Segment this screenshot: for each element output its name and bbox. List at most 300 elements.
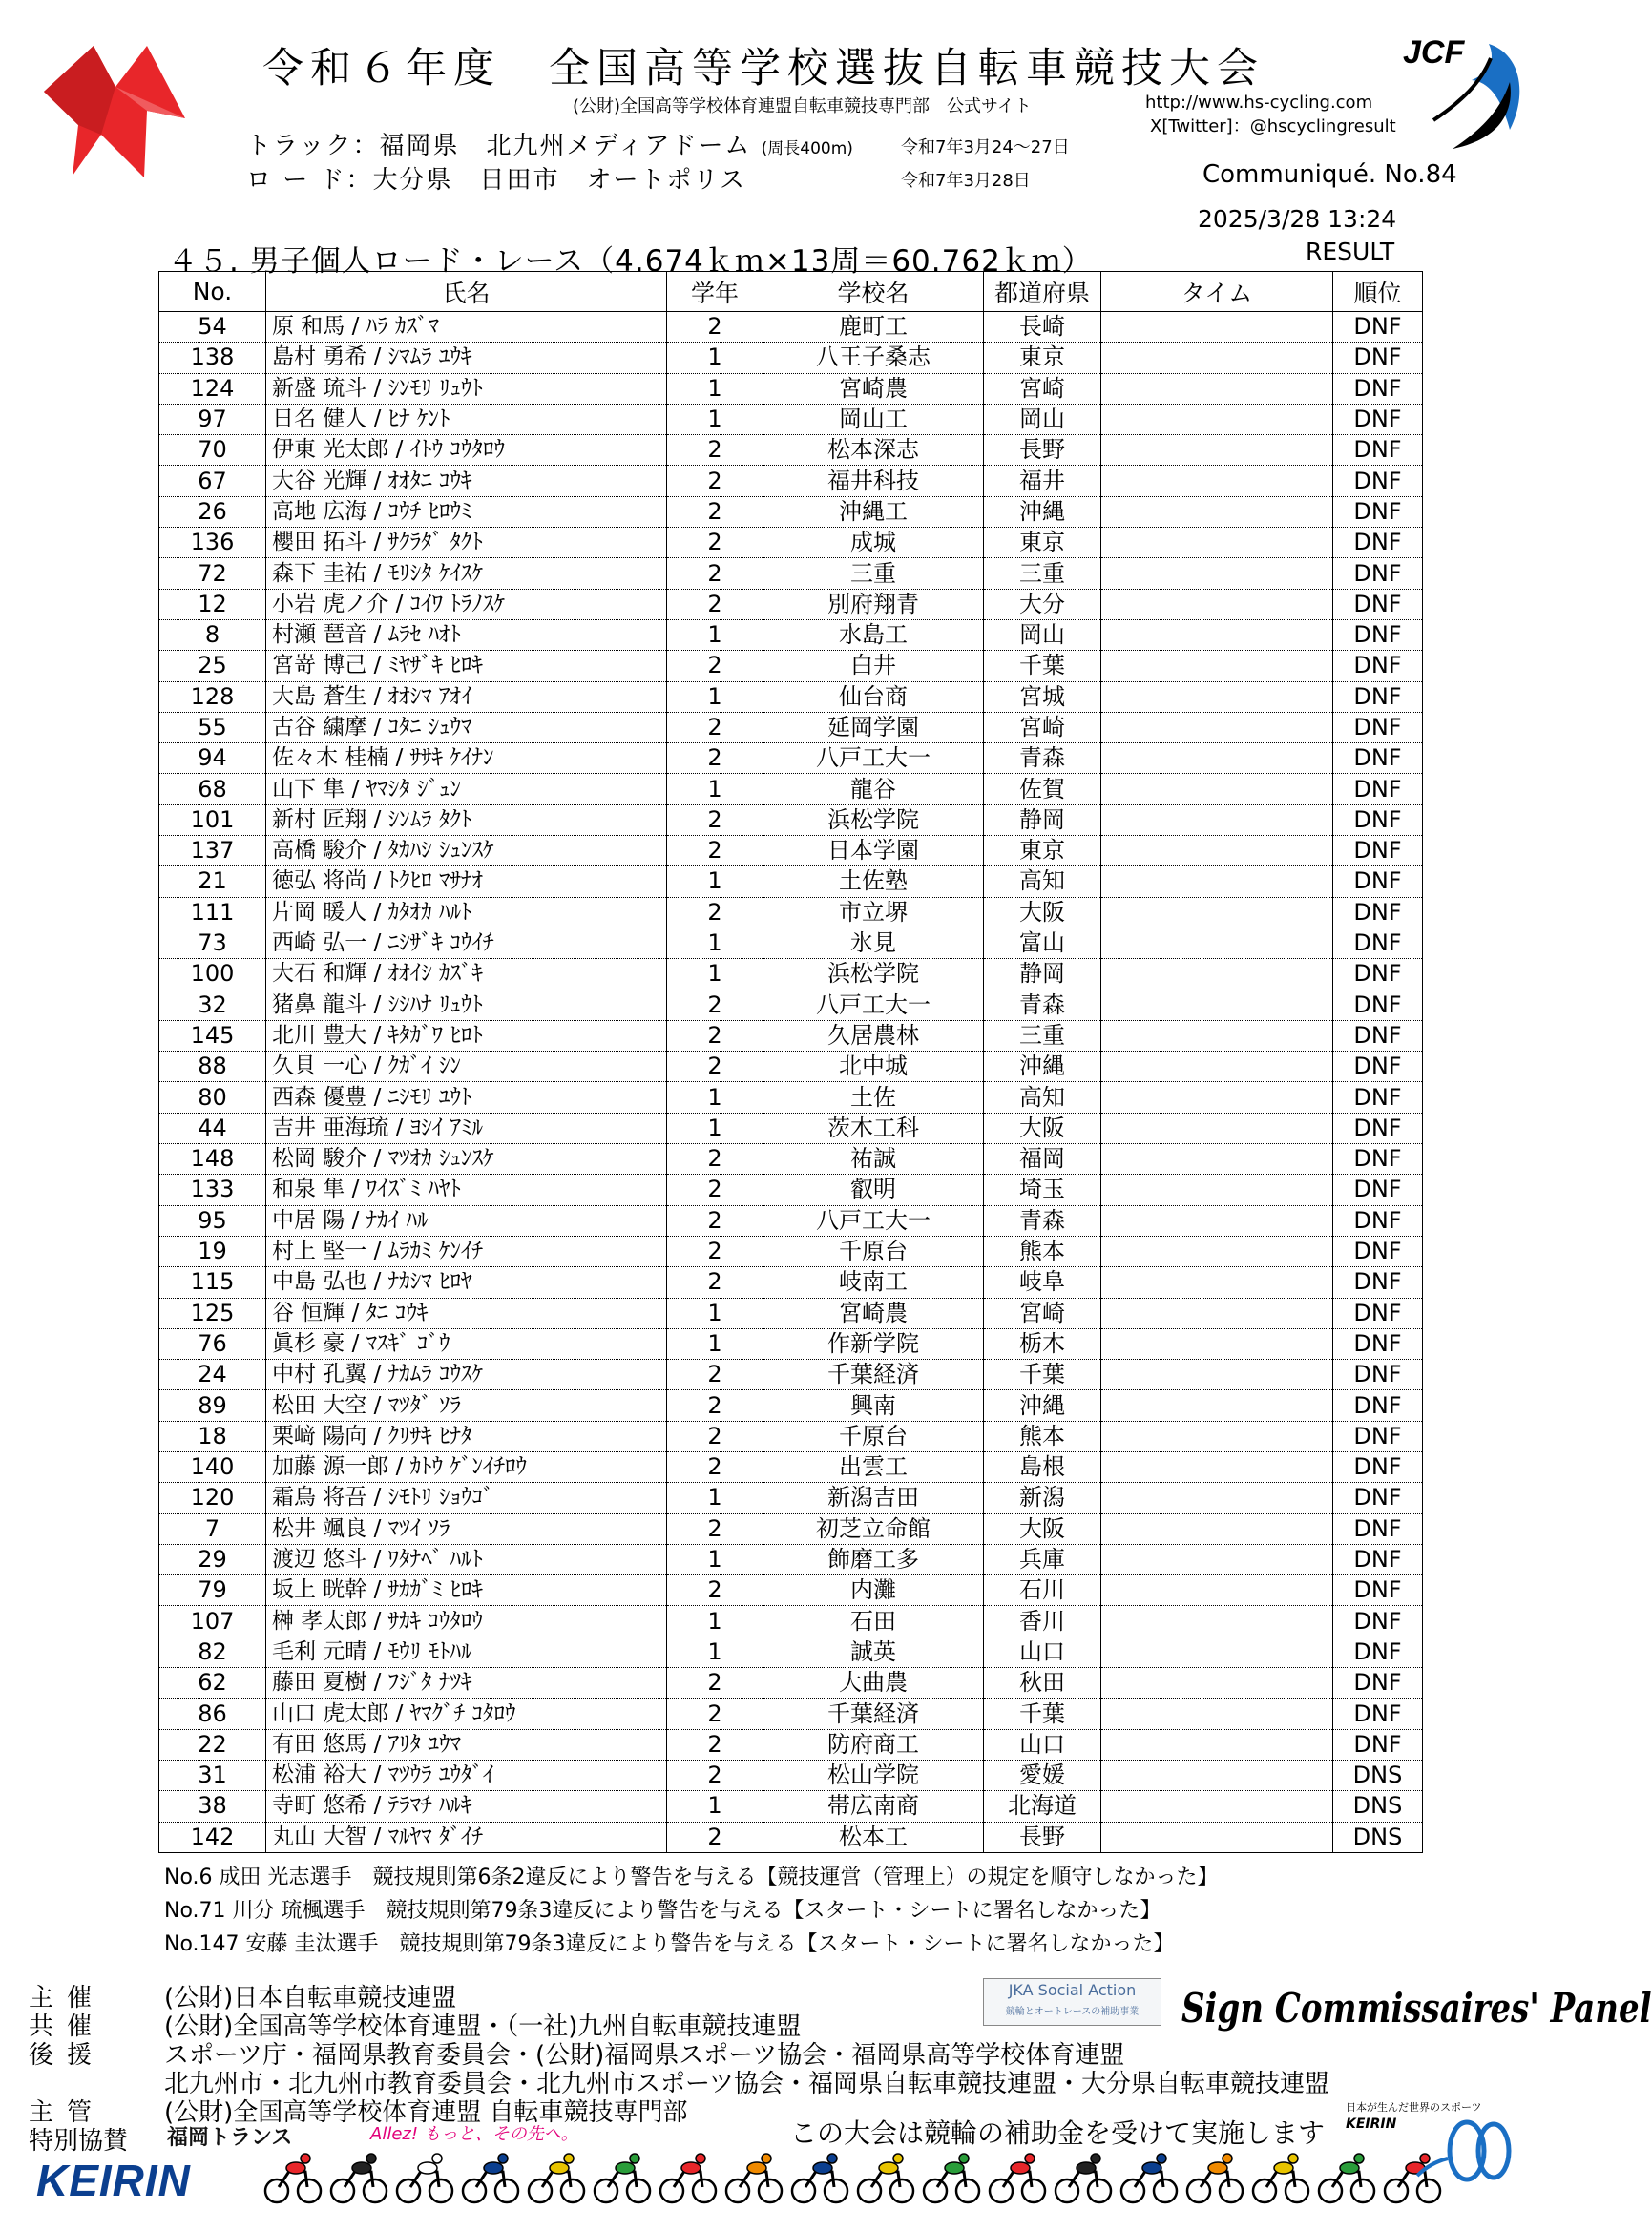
rider-name: 山口 虎太郎 / ﾔﾏｸﾞﾁ ｺﾀﾛｳ — [266, 1699, 667, 1729]
rider-name: 西森 優豊 / ﾆｼﾓﾘ ﾕｳﾄ — [266, 1082, 667, 1113]
rider-school: 出雲工 — [763, 1451, 984, 1482]
column-header-name: 氏名 — [266, 272, 667, 312]
rider-name: 中居 陽 / ﾅｶｲ ﾊﾙ — [266, 1205, 667, 1236]
rider-rank: DNF — [1333, 866, 1423, 897]
event-title: ４５. 男子個人ロード・レース（4.674ｋｍ×13周＝60.762ｋｍ） — [168, 244, 1093, 279]
column-header-time: タイム — [1101, 272, 1333, 312]
jka-social-action-logo — [983, 1978, 1161, 2026]
table-row — [159, 343, 1423, 373]
rider-number: 54 — [159, 312, 266, 343]
rider-school: 帯広南商 — [763, 1791, 984, 1822]
cyclist-icon — [1253, 2154, 1308, 2202]
rider-time — [1101, 928, 1333, 958]
rider-number: 38 — [159, 1791, 266, 1822]
subsidy-notice: この大会は競輪の補助金を受けて実施します — [790, 2117, 1326, 2149]
rider-prefecture: 愛媛 — [984, 1760, 1101, 1790]
rider-rank: DNF — [1333, 1729, 1423, 1760]
rider-number: 80 — [159, 1082, 266, 1113]
rider-number: 142 — [159, 1822, 266, 1852]
rider-number: 31 — [159, 1760, 266, 1790]
rider-school: 内灘 — [763, 1575, 984, 1606]
cyclist-icon — [1121, 2154, 1177, 2202]
rider-rank: DNF — [1333, 1360, 1423, 1390]
rider-time — [1101, 312, 1333, 343]
keirin-logo: KEIRIN — [36, 2156, 191, 2205]
rider-school: 北中城 — [763, 1052, 984, 1082]
rider-time — [1101, 866, 1333, 897]
rider-time — [1101, 651, 1333, 681]
credit-support-2: 北九州市・北九州市教育委員会・北九州市スポーツ協会・福岡県自転車競技連盟・大分県自転車競技連盟 — [164, 2070, 1329, 2098]
rider-grade: 2 — [667, 1729, 763, 1760]
rider-grade: 2 — [667, 1020, 763, 1051]
rider-rank: DNF — [1333, 1052, 1423, 1082]
rider-rank: DNF — [1333, 990, 1423, 1020]
rider-number: 125 — [159, 1298, 266, 1328]
rider-number: 76 — [159, 1328, 266, 1359]
rider-rank: DNF — [1333, 774, 1423, 804]
rider-name: 和泉 隼 / ﾜｲｽﾞﾐ ﾊﾔﾄ — [266, 1175, 667, 1205]
table-row — [159, 743, 1423, 774]
table-row — [159, 373, 1423, 404]
cyclist-icon — [463, 2154, 518, 2202]
table-row — [159, 619, 1423, 650]
table-row — [159, 681, 1423, 712]
rider-school: 千原台 — [763, 1236, 984, 1266]
rider-prefecture: 大阪 — [984, 1513, 1101, 1544]
rider-time — [1101, 1144, 1333, 1175]
rider-grade: 2 — [667, 1822, 763, 1852]
rider-time — [1101, 804, 1333, 835]
rider-grade: 2 — [667, 1205, 763, 1236]
credit-organizer: (公財)日本自転車競技連盟 — [164, 1984, 457, 2012]
rider-grade: 2 — [667, 589, 763, 619]
rider-time — [1101, 1020, 1333, 1051]
table-header-row — [159, 272, 1423, 312]
rider-time — [1101, 990, 1333, 1020]
rider-prefecture: 宮崎 — [984, 373, 1101, 404]
rider-number: 133 — [159, 1175, 266, 1205]
rider-prefecture: 静岡 — [984, 804, 1101, 835]
road-date: 令和7年3月28日 — [901, 171, 1031, 191]
credit-label-cohost: 共催 — [29, 2012, 106, 2041]
rider-name: 眞杉 豪 / ﾏｽｷﾞ ｺﾞｳ — [266, 1328, 667, 1359]
table-row — [159, 558, 1423, 589]
credit-label-management: 主管 — [29, 2098, 106, 2127]
rider-grade: 1 — [667, 1791, 763, 1822]
rider-grade: 2 — [667, 1575, 763, 1606]
rider-time — [1101, 1205, 1333, 1236]
rider-grade: 2 — [667, 1267, 763, 1298]
rider-time — [1101, 1575, 1333, 1606]
table-row — [159, 804, 1423, 835]
rider-school: 八王子桑志 — [763, 343, 984, 373]
rider-school: 作新学院 — [763, 1328, 984, 1359]
rider-prefecture: 高知 — [984, 866, 1101, 897]
fukuoka-trans-logo: 福岡トランス — [167, 2126, 293, 2150]
rider-name: 日名 健人 / ﾋﾅ ｹﾝﾄ — [266, 404, 667, 434]
rider-prefecture: 岐阜 — [984, 1267, 1101, 1298]
rider-prefecture: 沖縄 — [984, 1390, 1101, 1421]
rider-time — [1101, 712, 1333, 742]
rider-name: 櫻田 拓斗 / ｻｸﾗﾀﾞ ﾀｸﾄ — [266, 528, 667, 558]
rider-name: 榊 孝太郎 / ｻｶｷ ｺｳﾀﾛｳ — [266, 1606, 667, 1637]
rider-prefecture: 東京 — [984, 528, 1101, 558]
table-row — [159, 651, 1423, 681]
table-row — [159, 1791, 1423, 1822]
rider-time — [1101, 343, 1333, 373]
rider-number: 124 — [159, 373, 266, 404]
rider-school: 千葉経済 — [763, 1699, 984, 1729]
rider-time — [1101, 1699, 1333, 1729]
rider-prefecture: 千葉 — [984, 1360, 1101, 1390]
credit-label-organizer: 主催 — [29, 1984, 106, 2012]
rider-grade: 2 — [667, 651, 763, 681]
rider-school: 宮崎農 — [763, 373, 984, 404]
warning-note: No.6 成田 光志選手 競技規則第6条2違反により警告を与える【競技運営（管理上）の規定を順守しなかった】 — [164, 1866, 1219, 1889]
table-row — [159, 1760, 1423, 1790]
jcf-logo — [1395, 25, 1538, 158]
twitter-handle[interactable]: X[Twitter]：@hscyclingresult — [1150, 116, 1396, 136]
rider-name: 小岩 虎ノ介 / ｺｲﾜ ﾄﾗﾉｽｹ — [266, 589, 667, 619]
rider-school: 延岡学園 — [763, 712, 984, 742]
rider-grade: 1 — [667, 1082, 763, 1113]
table-row — [159, 1082, 1423, 1113]
rider-prefecture: 新潟 — [984, 1483, 1101, 1513]
table-row — [159, 1267, 1423, 1298]
rider-rank: DNF — [1333, 743, 1423, 774]
rider-prefecture: 大分 — [984, 589, 1101, 619]
rider-school: 氷見 — [763, 928, 984, 958]
table-row — [159, 1328, 1423, 1359]
rider-school: 初芝立命館 — [763, 1513, 984, 1544]
rider-grade: 2 — [667, 1175, 763, 1205]
official-site-url[interactable]: http://www.hs-cycling.com — [1145, 93, 1373, 113]
rider-school: 浜松学院 — [763, 804, 984, 835]
rider-time — [1101, 435, 1333, 466]
rider-rank: DNF — [1333, 466, 1423, 496]
rider-grade: 2 — [667, 1668, 763, 1699]
rider-grade: 2 — [667, 1052, 763, 1082]
rider-school: 水島工 — [763, 619, 984, 650]
track-venue-label: トラック：福岡県 北九州メディアドーム — [246, 132, 752, 160]
rider-time — [1101, 743, 1333, 774]
table-row — [159, 1451, 1423, 1482]
road-venue: ロ ー ド：大分県 日田市 オートポリス — [246, 166, 747, 195]
rider-prefecture: 兵庫 — [984, 1544, 1101, 1574]
table-row — [159, 712, 1423, 742]
cyclist-icons — [256, 2149, 1401, 2206]
rider-name: 大石 和輝 / ｵｵｲｼ ｶｽﾞｷ — [266, 959, 667, 990]
result-label: RESULT — [1306, 238, 1395, 265]
rider-name: 中村 孔翼 / ﾅｶﾑﾗ ｺｳｽｹ — [266, 1360, 667, 1390]
rider-number: 137 — [159, 836, 266, 866]
table-row — [159, 1729, 1423, 1760]
rider-name: 村上 堅一 / ﾑﾗｶﾐ ｹﾝｲﾁ — [266, 1236, 667, 1266]
rider-number: 101 — [159, 804, 266, 835]
rider-name: 渡辺 悠斗 / ﾜﾀﾅﾍﾞ ﾊﾙﾄ — [266, 1544, 667, 1574]
column-header-school: 学校名 — [763, 272, 984, 312]
rider-grade: 2 — [667, 435, 763, 466]
rider-number: 100 — [159, 959, 266, 990]
rider-prefecture: 大阪 — [984, 897, 1101, 928]
rider-grade: 2 — [667, 897, 763, 928]
rider-time — [1101, 1822, 1333, 1852]
rider-grade: 2 — [667, 312, 763, 343]
rider-school: 千葉経済 — [763, 1360, 984, 1390]
rider-time — [1101, 1451, 1333, 1482]
rider-prefecture: 静岡 — [984, 959, 1101, 990]
rider-rank: DNF — [1333, 619, 1423, 650]
rider-rank: DNF — [1333, 712, 1423, 742]
rider-grade: 2 — [667, 743, 763, 774]
rider-prefecture: 山口 — [984, 1729, 1101, 1760]
table-row — [159, 990, 1423, 1020]
table-row — [159, 1637, 1423, 1667]
table-row — [159, 928, 1423, 958]
rider-prefecture: 三重 — [984, 558, 1101, 589]
column-header-grade: 学年 — [667, 272, 763, 312]
rider-grade: 2 — [667, 1760, 763, 1790]
rider-time — [1101, 1791, 1333, 1822]
table-row — [159, 1575, 1423, 1606]
rider-rank: DNF — [1333, 897, 1423, 928]
rider-prefecture: 岡山 — [984, 404, 1101, 434]
rider-number: 72 — [159, 558, 266, 589]
rider-school: 成城 — [763, 528, 984, 558]
table-row — [159, 1606, 1423, 1637]
rider-rank: DNF — [1333, 836, 1423, 866]
rider-school: 三重 — [763, 558, 984, 589]
rider-grade: 2 — [667, 1451, 763, 1482]
rider-grade: 1 — [667, 774, 763, 804]
track-note: (周長400m) — [761, 139, 853, 158]
rider-number: 89 — [159, 1390, 266, 1421]
rider-time — [1101, 1360, 1333, 1390]
rider-number: 8 — [159, 619, 266, 650]
rider-school: 興南 — [763, 1390, 984, 1421]
rider-time — [1101, 619, 1333, 650]
rider-grade: 2 — [667, 528, 763, 558]
rider-prefecture: 福岡 — [984, 1144, 1101, 1175]
rider-name: 丸山 大智 / ﾏﾙﾔﾏ ﾀﾞｲﾁ — [266, 1822, 667, 1852]
rider-number: 25 — [159, 651, 266, 681]
rider-rank: DNF — [1333, 1144, 1423, 1175]
org-subtitle: (公財)全国高等学校体育連盟自転車競技専門部 公式サイト — [573, 96, 1032, 116]
track-venue — [246, 126, 853, 161]
cyclist-icon — [660, 2154, 716, 2202]
rider-rank: DNF — [1333, 651, 1423, 681]
credit-support: スポーツ庁・福岡県教育委員会・(公財)福岡県スポーツ協会・福岡県高等学校体育連盟 — [164, 2041, 1125, 2070]
rider-school: 市立堺 — [763, 897, 984, 928]
rider-time — [1101, 404, 1333, 434]
rider-school: 松山学院 — [763, 1760, 984, 1790]
rider-rank: DNF — [1333, 928, 1423, 958]
rider-number: 148 — [159, 1144, 266, 1175]
rider-number: 107 — [159, 1606, 266, 1637]
rider-time — [1101, 1544, 1333, 1574]
rider-rank: DNF — [1333, 1205, 1423, 1236]
rider-time — [1101, 897, 1333, 928]
rider-rank: DNF — [1333, 1298, 1423, 1328]
table-row — [159, 466, 1423, 496]
rider-prefecture: 宮城 — [984, 681, 1101, 712]
rider-grade: 2 — [667, 990, 763, 1020]
rider-time — [1101, 1390, 1333, 1421]
rider-rank: DNF — [1333, 1082, 1423, 1113]
rider-time — [1101, 959, 1333, 990]
rider-prefecture: 青森 — [984, 743, 1101, 774]
commissaires-signature: Sign Commissaires' Panel — [1181, 1985, 1652, 2033]
rider-school: 誠英 — [763, 1637, 984, 1667]
table-row — [159, 897, 1423, 928]
rider-prefecture: 東京 — [984, 343, 1101, 373]
rider-prefecture: 沖縄 — [984, 496, 1101, 527]
rider-prefecture: 石川 — [984, 1575, 1101, 1606]
rider-number: 97 — [159, 404, 266, 434]
table-row — [159, 1052, 1423, 1082]
table-row — [159, 1668, 1423, 1699]
rider-name: 村瀬 琶音 / ﾑﾗｾ ﾊｵﾄ — [266, 619, 667, 650]
rider-number: 26 — [159, 496, 266, 527]
rider-grade: 1 — [667, 1328, 763, 1359]
table-row — [159, 1236, 1423, 1266]
table-row — [159, 836, 1423, 866]
rider-time — [1101, 1637, 1333, 1667]
table-row — [159, 959, 1423, 990]
keirin-tagline: 日本が生んだ世界のスポーツ — [1346, 2101, 1482, 2114]
rider-rank: DNF — [1333, 1699, 1423, 1729]
rider-number: 136 — [159, 528, 266, 558]
rider-school: 飾磨工多 — [763, 1544, 984, 1574]
rider-grade: 2 — [667, 1513, 763, 1544]
rider-number: 24 — [159, 1360, 266, 1390]
cyclist-icon — [397, 2154, 452, 2202]
rider-number: 94 — [159, 743, 266, 774]
rider-rank: DNF — [1333, 1113, 1423, 1143]
rider-rank: DNF — [1333, 435, 1423, 466]
rider-prefecture: 大阪 — [984, 1113, 1101, 1143]
rider-number: 140 — [159, 1451, 266, 1482]
rider-school: 土佐塾 — [763, 866, 984, 897]
rider-time — [1101, 558, 1333, 589]
rider-prefecture: 長野 — [984, 435, 1101, 466]
rider-school: 茨木工科 — [763, 1113, 984, 1143]
rider-number: 128 — [159, 681, 266, 712]
rider-time — [1101, 1606, 1333, 1637]
rider-time — [1101, 1175, 1333, 1205]
rider-time — [1101, 1236, 1333, 1266]
rider-number: 138 — [159, 343, 266, 373]
rider-name: 久貝 一心 / ｸｶﾞｲ ｼﾝ — [266, 1052, 667, 1082]
table-row — [159, 774, 1423, 804]
rider-grade: 1 — [667, 1298, 763, 1328]
table-row — [159, 1113, 1423, 1143]
rider-number: 86 — [159, 1699, 266, 1729]
rider-prefecture: 岡山 — [984, 619, 1101, 650]
table-row — [159, 528, 1423, 558]
rider-prefecture: 長野 — [984, 1822, 1101, 1852]
rider-prefecture: 長崎 — [984, 312, 1101, 343]
rider-school: 岐南工 — [763, 1267, 984, 1298]
rider-name: 原 和馬 / ﾊﾗ ｶｽﾞﾏ — [266, 312, 667, 343]
rider-prefecture: 北海道 — [984, 1791, 1101, 1822]
rider-name: 伊東 光太郎 / ｲﾄｳ ｺｳﾀﾛｳ — [266, 435, 667, 466]
rider-rank: DNF — [1333, 1020, 1423, 1051]
rider-prefecture: 栃木 — [984, 1328, 1101, 1359]
rider-rank: DNF — [1333, 343, 1423, 373]
rider-rank: DNF — [1333, 1236, 1423, 1266]
column-header-prefecture: 都道府県 — [984, 272, 1101, 312]
rider-name: 宮嵜 博己 / ﾐﾔｻﾞｷ ﾋﾛｷ — [266, 651, 667, 681]
rider-grade: 2 — [667, 804, 763, 835]
rider-prefecture: 山口 — [984, 1637, 1101, 1667]
rider-school: 沖縄工 — [763, 496, 984, 527]
cyclist-icon — [990, 2154, 1045, 2202]
rider-grade: 2 — [667, 836, 763, 866]
table-row — [159, 1390, 1423, 1421]
rider-rank: DNF — [1333, 1513, 1423, 1544]
rider-grade: 2 — [667, 1360, 763, 1390]
warning-note: No.71 川分 琉楓選手 競技規則第79条3違反により警告を与える【スタート・シートに署名しなかった】 — [164, 1899, 1161, 1923]
rider-number: 29 — [159, 1544, 266, 1574]
rider-school: 岡山工 — [763, 404, 984, 434]
rider-school: 日本学園 — [763, 836, 984, 866]
rider-prefecture: 三重 — [984, 1020, 1101, 1051]
warning-note: No.147 安藤 圭汰選手 競技規則第79条3違反により警告を与える【スタート・シートに署名しなかった】 — [164, 1932, 1175, 1956]
rider-prefecture: 東京 — [984, 836, 1101, 866]
rider-name: 徳弘 将尚 / ﾄｸﾋﾛ ﾏｻﾅｵ — [266, 866, 667, 897]
federation-logo — [34, 34, 197, 187]
rider-school: 叡明 — [763, 1175, 984, 1205]
rider-name: 松田 大空 / ﾏﾂﾀﾞ ｿﾗ — [266, 1390, 667, 1421]
rider-school: 浜松学院 — [763, 959, 984, 990]
cyclist-icon — [265, 2154, 321, 2202]
rider-name: 加藤 源一郎 / ｶﾄｳ ｹﾞﾝｲﾁﾛｳ — [266, 1451, 667, 1482]
rider-number: 95 — [159, 1205, 266, 1236]
rider-grade: 2 — [667, 1421, 763, 1451]
rider-rank: DNF — [1333, 1668, 1423, 1699]
rider-rank: DNF — [1333, 1544, 1423, 1574]
rider-number: 22 — [159, 1729, 266, 1760]
rider-prefecture: 富山 — [984, 928, 1101, 958]
table-row — [159, 1822, 1423, 1852]
rider-rank: DNF — [1333, 1175, 1423, 1205]
rider-grade: 1 — [667, 959, 763, 990]
rider-rank: DNF — [1333, 1421, 1423, 1451]
rider-rank: DNF — [1333, 1451, 1423, 1482]
rider-name: 有田 悠馬 / ｱﾘﾀ ﾕｳﾏ — [266, 1729, 667, 1760]
rider-name: 高橋 駿介 / ﾀｶﾊｼ ｼｭﾝｽｹ — [266, 836, 667, 866]
rider-name: 西崎 弘一 / ﾆｼｻﾞｷ ｺｳｲﾁ — [266, 928, 667, 958]
rider-number: 19 — [159, 1236, 266, 1266]
table-row — [159, 1421, 1423, 1451]
cyclist-icon — [858, 2154, 913, 2202]
rider-rank: DNF — [1333, 804, 1423, 835]
rider-name: 高地 広海 / ｺｳﾁ ﾋﾛｳﾐ — [266, 496, 667, 527]
table-row — [159, 1205, 1423, 1236]
jka-subtitle: 競輪とオートレースの補助事業 — [1005, 2007, 1140, 2017]
rider-name: 松井 颯良 / ﾏﾂｲ ｿﾗ — [266, 1513, 667, 1544]
rider-prefecture: 青森 — [984, 1205, 1101, 1236]
rider-school: 鹿町工 — [763, 312, 984, 343]
rider-name: 寺町 悠希 / ﾃﾗﾏﾁ ﾊﾙｷ — [266, 1791, 667, 1822]
rider-school: 仙台商 — [763, 681, 984, 712]
rider-grade: 1 — [667, 1113, 763, 1143]
rider-number: 68 — [159, 774, 266, 804]
rider-school: 防府商工 — [763, 1729, 984, 1760]
rider-prefecture: 熊本 — [984, 1421, 1101, 1451]
rider-rank: DNF — [1333, 1390, 1423, 1421]
